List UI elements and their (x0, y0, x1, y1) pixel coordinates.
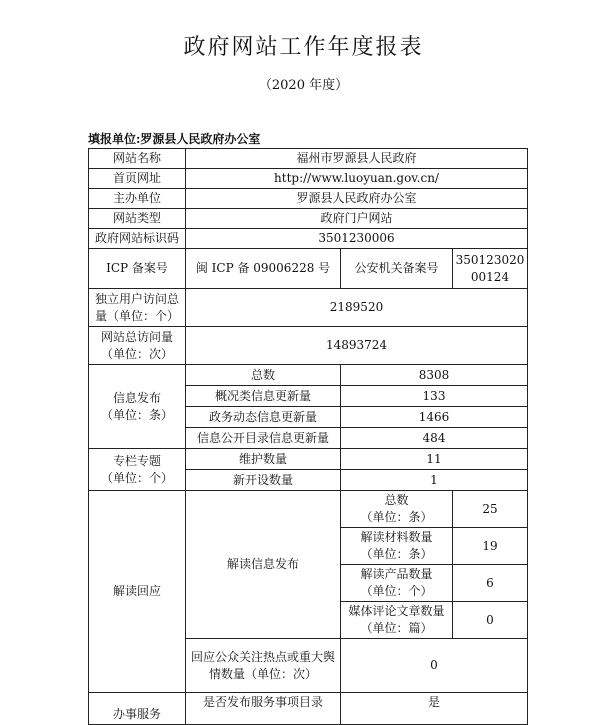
interpret-total-label: 总数 （单位：条） (341, 491, 453, 528)
table-row (89, 365, 528, 386)
table-row (89, 693, 528, 725)
table-row (89, 189, 528, 209)
interpret-publish-label: 解读信息发布 (186, 491, 341, 639)
total-visits-value: 14893724 (186, 327, 528, 365)
service-catalog-label: 是否发布服务事项目录 (186, 693, 341, 725)
interpret-material-value: 19 (453, 528, 528, 565)
interpret-total-value: 25 (453, 491, 528, 528)
column-maintain-value: 11 (341, 449, 528, 470)
table-row (89, 169, 528, 189)
reporting-unit: 填报单位:罗源县人民政府办公室 (88, 132, 261, 146)
media-review-label: 媒体评论文章数量 （单位：篇） (341, 602, 453, 639)
site-name-label: 网站名称 (89, 149, 186, 169)
column-maintain-label: 维护数量 (186, 449, 341, 470)
hotspot-response-value: 0 (341, 639, 528, 693)
news-update-value: 1466 (341, 407, 528, 428)
column-new-value: 1 (341, 470, 528, 491)
table-row (89, 249, 528, 289)
table-row (89, 209, 528, 229)
host-label: 主办单位 (89, 189, 186, 209)
info-total-label: 总数 (186, 365, 341, 386)
interpret-product-value: 6 (453, 565, 528, 602)
site-name-value: 福州市罗源县人民政府 (186, 149, 528, 169)
column-topic-label: 专栏专题 （单位：个） (89, 449, 186, 491)
report-year: （2020 年度） (258, 78, 349, 93)
interpret-material-label: 解读材料数量 （单位：条） (341, 528, 453, 565)
report-table (88, 148, 528, 725)
unique-visitors-label: 独立用户访问总量（单位：个） (89, 289, 186, 327)
interpret-product-label: 解读产品数量 （单位：个） (341, 565, 453, 602)
unique-visitors-value: 2189520 (186, 289, 528, 327)
table-row (89, 289, 528, 327)
service-catalog-value: 是 (341, 693, 528, 725)
site-id-value: 3501230006 (186, 229, 528, 249)
police-record-value: 35012302000124 (453, 249, 528, 289)
table-row (89, 327, 528, 365)
disclosure-update-label: 信息公开目录信息更新量 (186, 428, 341, 449)
news-update-label: 政务动态信息更新量 (186, 407, 341, 428)
overview-update-label: 概况类信息更新量 (186, 386, 341, 407)
disclosure-update-value: 484 (341, 428, 528, 449)
service-label: 办事服务 (89, 693, 186, 725)
homepage-value: http://www.luoyuan.gov.cn/ (186, 169, 528, 189)
table-row (89, 491, 528, 528)
table-row (89, 149, 528, 169)
table-row (89, 449, 528, 470)
site-type-label: 网站类型 (89, 209, 186, 229)
police-record-label: 公安机关备案号 (341, 249, 453, 289)
interpret-label: 解读回应 (89, 491, 186, 693)
hotspot-response-label: 回应公众关注热点或重大舆情数量（单位：次） (186, 639, 341, 693)
host-value: 罗源县人民政府办公室 (186, 189, 528, 209)
column-new-label: 新开设数量 (186, 470, 341, 491)
table-row (89, 229, 528, 249)
total-visits-label: 网站总访问量 （单位：次） (89, 327, 186, 365)
site-type-value: 政府门户网站 (186, 209, 528, 229)
icp-value: 闽 ICP 备 09006228 号 (186, 249, 341, 289)
info-release-label: 信息发布 （单位：条） (89, 365, 186, 449)
info-total-value: 8308 (341, 365, 528, 386)
report-title: 政府网站工作年度报表 (183, 35, 424, 60)
overview-update-value: 133 (341, 386, 528, 407)
icp-label: ICP 备案号 (89, 249, 186, 289)
media-review-value: 0 (453, 602, 528, 639)
homepage-label: 首页网址 (89, 169, 186, 189)
site-id-label: 政府网站标识码 (89, 229, 186, 249)
